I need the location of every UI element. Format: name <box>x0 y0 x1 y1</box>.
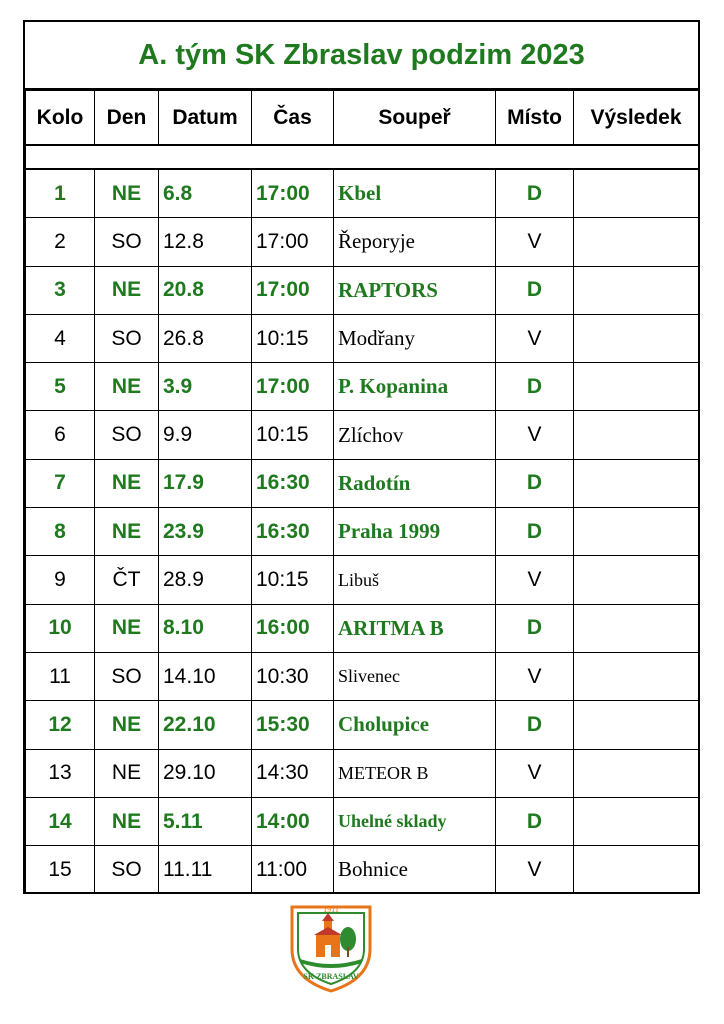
cell-vysledek <box>574 652 699 700</box>
header-den: Den <box>95 91 159 146</box>
cell-datum: 11.11 <box>159 846 252 894</box>
cell-cas: 11:00 <box>252 846 334 894</box>
cell-cas: 16:00 <box>252 604 334 652</box>
cell-souper: Zlíchov <box>334 411 496 459</box>
table-row <box>26 701 699 749</box>
cell-vysledek <box>574 556 699 604</box>
cell-cas: 17:00 <box>252 218 334 266</box>
cell-kolo: 6 <box>26 411 95 459</box>
cell-cas: 16:30 <box>252 508 334 556</box>
cell-souper: Radotín <box>334 459 496 507</box>
cell-vysledek <box>574 749 699 797</box>
cell-datum: 9.9 <box>159 411 252 459</box>
cell-misto: D <box>496 701 574 749</box>
table-row <box>26 846 699 894</box>
cell-misto: D <box>496 797 574 845</box>
cell-den: NE <box>95 363 159 411</box>
cell-cas: 17:00 <box>252 363 334 411</box>
logo-year: 1911 <box>323 905 339 914</box>
cell-misto: V <box>496 411 574 459</box>
cell-souper: Bohnice <box>334 846 496 894</box>
cell-souper: Řeporyje <box>334 218 496 266</box>
spacer-row <box>26 145 699 169</box>
cell-souper: RAPTORS <box>334 266 496 314</box>
logo-text: SK ZBRASLAV <box>303 972 359 981</box>
cell-datum: 26.8 <box>159 314 252 362</box>
cell-cas: 17:00 <box>252 266 334 314</box>
table-row <box>26 652 699 700</box>
cell-datum: 28.9 <box>159 556 252 604</box>
cell-misto: V <box>496 652 574 700</box>
cell-vysledek <box>574 314 699 362</box>
cell-vysledek <box>574 169 699 218</box>
cell-souper: Modřany <box>334 314 496 362</box>
cell-kolo: 12 <box>26 701 95 749</box>
cell-misto: D <box>496 604 574 652</box>
cell-datum: 5.11 <box>159 797 252 845</box>
cell-den: NE <box>95 749 159 797</box>
cell-cas: 10:30 <box>252 652 334 700</box>
cell-cas: 16:30 <box>252 459 334 507</box>
header-cas: Čas <box>252 91 334 146</box>
cell-datum: 29.10 <box>159 749 252 797</box>
cell-cas: 10:15 <box>252 556 334 604</box>
cell-misto: V <box>496 749 574 797</box>
header-vysledek: Výsledek <box>574 91 699 146</box>
cell-den: NE <box>95 459 159 507</box>
table-row <box>26 604 699 652</box>
cell-den: NE <box>95 701 159 749</box>
cell-den: ČT <box>95 556 159 604</box>
table-row <box>26 411 699 459</box>
cell-souper: Uhelné sklady <box>334 797 496 845</box>
cell-cas: 10:15 <box>252 411 334 459</box>
cell-cas: 14:30 <box>252 749 334 797</box>
header-souper: Soupeř <box>334 91 496 146</box>
cell-kolo: 7 <box>26 459 95 507</box>
cell-souper: Slivenec <box>334 652 496 700</box>
cell-kolo: 13 <box>26 749 95 797</box>
cell-kolo: 14 <box>26 797 95 845</box>
cell-vysledek <box>574 701 699 749</box>
cell-vysledek <box>574 846 699 894</box>
header-datum: Datum <box>159 91 252 146</box>
cell-souper: Cholupice <box>334 701 496 749</box>
cell-den: NE <box>95 508 159 556</box>
cell-kolo: 15 <box>26 846 95 894</box>
cell-datum: 6.8 <box>159 169 252 218</box>
page-title: A. tým SK Zbraslav podzim 2023 <box>25 22 698 90</box>
cell-den: NE <box>95 266 159 314</box>
cell-kolo: 3 <box>26 266 95 314</box>
cell-datum: 22.10 <box>159 701 252 749</box>
table-row <box>26 169 699 218</box>
cell-datum: 23.9 <box>159 508 252 556</box>
schedule-sheet <box>23 20 700 894</box>
cell-souper: Libuš <box>334 556 496 604</box>
cell-kolo: 1 <box>26 169 95 218</box>
header-kolo: Kolo <box>26 91 95 146</box>
cell-kolo: 10 <box>26 604 95 652</box>
cell-vysledek <box>574 363 699 411</box>
cell-souper: METEOR B <box>334 749 496 797</box>
cell-datum: 12.8 <box>159 218 252 266</box>
cell-datum: 20.8 <box>159 266 252 314</box>
cell-misto: D <box>496 508 574 556</box>
table-row <box>26 314 699 362</box>
cell-misto: V <box>496 314 574 362</box>
cell-cas: 14:00 <box>252 797 334 845</box>
header-misto: Místo <box>496 91 574 146</box>
cell-souper: P. Kopanina <box>334 363 496 411</box>
table-row <box>26 266 699 314</box>
cell-den: SO <box>95 411 159 459</box>
cell-cas: 17:00 <box>252 169 334 218</box>
cell-datum: 14.10 <box>159 652 252 700</box>
table-row <box>26 218 699 266</box>
cell-souper: Praha 1999 <box>334 508 496 556</box>
cell-vysledek <box>574 266 699 314</box>
cell-souper: Kbel <box>334 169 496 218</box>
table-row <box>26 363 699 411</box>
cell-vysledek <box>574 459 699 507</box>
cell-vysledek <box>574 411 699 459</box>
cell-kolo: 4 <box>26 314 95 362</box>
cell-vysledek <box>574 508 699 556</box>
cell-misto: D <box>496 266 574 314</box>
cell-den: NE <box>95 604 159 652</box>
cell-kolo: 5 <box>26 363 95 411</box>
cell-misto: V <box>496 218 574 266</box>
cell-den: NE <box>95 169 159 218</box>
cell-vysledek <box>574 797 699 845</box>
cell-misto: D <box>496 459 574 507</box>
cell-kolo: 9 <box>26 556 95 604</box>
cell-cas: 10:15 <box>252 314 334 362</box>
cell-misto: D <box>496 363 574 411</box>
cell-datum: 3.9 <box>159 363 252 411</box>
match-rows <box>26 145 699 894</box>
cell-den: NE <box>95 797 159 845</box>
cell-vysledek <box>574 604 699 652</box>
club-crest-icon <box>278 899 384 995</box>
table-row <box>26 797 699 845</box>
cell-misto: V <box>496 846 574 894</box>
table-row <box>26 459 699 507</box>
cell-datum: 17.9 <box>159 459 252 507</box>
cell-kolo: 8 <box>26 508 95 556</box>
club-logo <box>278 899 384 995</box>
cell-kolo: 11 <box>26 652 95 700</box>
table-row <box>26 556 699 604</box>
cell-misto: D <box>496 169 574 218</box>
cell-den: SO <box>95 846 159 894</box>
cell-den: SO <box>95 218 159 266</box>
cell-vysledek <box>574 218 699 266</box>
cell-datum: 8.10 <box>159 604 252 652</box>
cell-den: SO <box>95 314 159 362</box>
schedule-table <box>25 90 699 894</box>
table-row <box>26 508 699 556</box>
cell-cas: 15:30 <box>252 701 334 749</box>
cell-den: SO <box>95 652 159 700</box>
cell-souper: ARITMA B <box>334 604 496 652</box>
cell-kolo: 2 <box>26 218 95 266</box>
header-row <box>26 91 699 146</box>
cell-misto: V <box>496 556 574 604</box>
table-row <box>26 749 699 797</box>
